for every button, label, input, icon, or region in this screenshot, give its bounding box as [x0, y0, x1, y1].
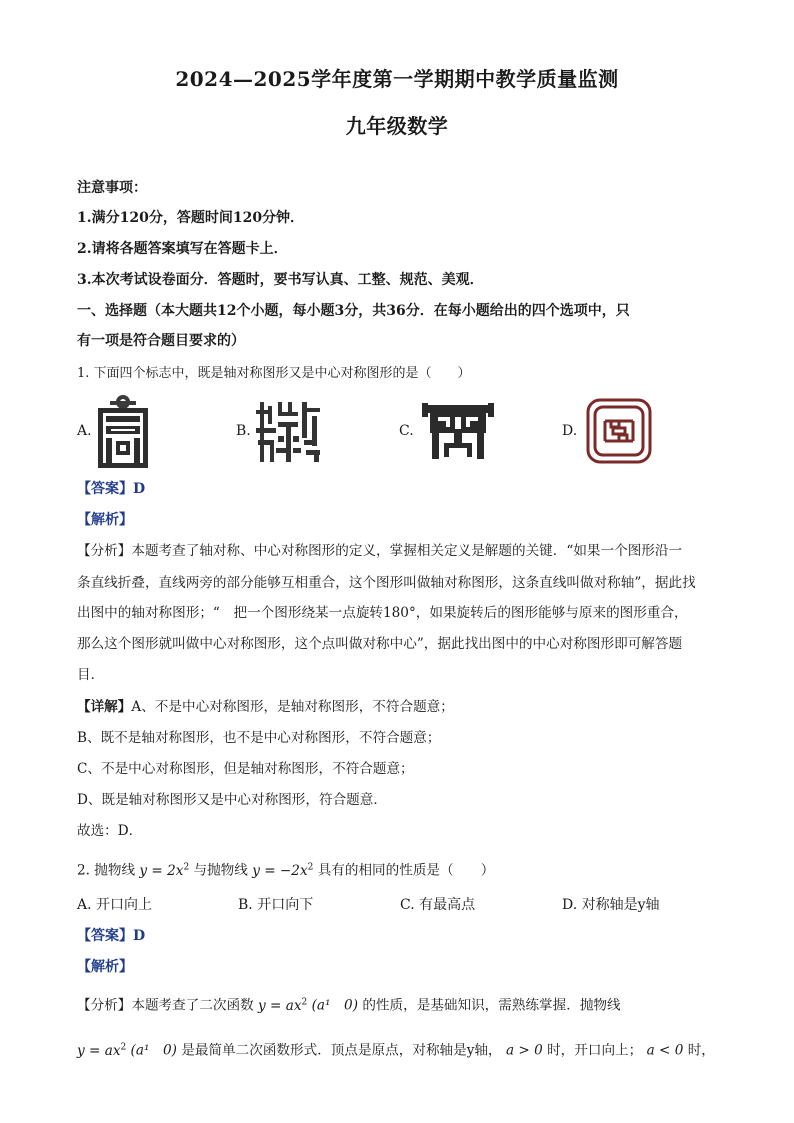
q2-func: [258, 998, 307, 1014]
q1-analysis-label: 【解析】: [77, 512, 133, 528]
q2-option-b: B. 开口向下: [238, 897, 314, 913]
question-2-stem: [77, 857, 717, 881]
q2-expr-1: [139, 863, 189, 879]
q1-detail-line: B、既不是轴对称图形，也不是中心对称图形，不符合题意；: [77, 730, 441, 746]
q2-analysis-text: 时，开口向上；: [547, 1042, 643, 1059]
exam-subtitle: 九年级数学: [345, 114, 449, 138]
notice-item: 2.请将各题答案填写在答题卡上．: [77, 241, 288, 257]
q2-expr-2: [252, 863, 313, 879]
q2-func-exp: 2: [120, 1042, 127, 1052]
q2-analysis-text: 【分析】本题考查了二次函数: [77, 997, 254, 1014]
q1-analysis-line: 目．: [77, 667, 105, 683]
q1-detail-text: A、不是中心对称图形，是轴对称图形，不符合题意；: [131, 699, 454, 715]
q1-analysis-line: 出图中的轴对称图形；“ 把一个图形绕某一点旋转180°，如果旋转后的图形能够与原来的图形重合，: [77, 605, 688, 621]
q1-answer: 【答案】D: [77, 481, 146, 497]
q2-func: [77, 1043, 126, 1059]
q1-analysis-line: 那么这个图形就叫做中心对称图形，这个点叫做对称中心”，据此找出图中的中心对称图形即可解答题: [77, 636, 683, 652]
q2-analysis-text: 是最简单二次函数形式．顶点是原点，对称轴是y轴，: [181, 1042, 502, 1059]
q2-exp-2: 2: [307, 862, 314, 872]
notice-item: 3.本次考试设卷面分．答题时，要书写认真、工整、规范、美观．: [77, 272, 484, 288]
q2-analysis-line: [77, 1037, 717, 1061]
q2-expr-2-text: y = −2x: [252, 862, 308, 879]
q2-expr-1-text: y = 2x: [139, 862, 184, 879]
q2-func-exp: 2: [301, 997, 308, 1007]
q2-analysis-label: 【解析】: [77, 959, 133, 975]
logo-b-icon: [256, 400, 322, 464]
logo-a-icon: [92, 393, 154, 469]
q2-func-text: y = ax: [77, 1042, 121, 1059]
exam-title: 2024—2025学年度第一学期期中教学质量监测: [175, 67, 619, 91]
notice-heading: 注意事项：: [77, 180, 147, 196]
q2-cond: (a¹ 0): [130, 1042, 177, 1059]
notice-item: 1.满分120分，答题时间120分钟．: [77, 210, 305, 226]
q2-answer: 【答案】D: [77, 928, 146, 944]
option-a-label: A.: [77, 423, 92, 439]
q1-detail-label: 【详解】: [77, 699, 132, 715]
section-heading: 一、选择题（本大题共12个小题，每小题3分，共36分．在每小题给出的四个选项中，只: [77, 303, 630, 319]
q2-analysis-text: 时，: [687, 1042, 715, 1059]
q1-analysis-line: 条直线折叠，直线两旁的部分能够互相重合，这个图形叫做轴对称图形，这条直线叫做对称轴”，据此找: [77, 575, 696, 591]
option-b-label: B.: [236, 423, 251, 439]
q2-func-text: y = ax: [258, 997, 302, 1014]
q2-stem-part: 具有的相同的性质是（ ）: [317, 862, 495, 879]
q2-stem-part: 与抛物线: [193, 862, 248, 879]
logo-d-icon: [585, 397, 653, 465]
option-c-label: C.: [399, 423, 414, 439]
q2-exp-1: 2: [183, 862, 190, 872]
q1-detail-line: C、不是中心对称图形，但是轴对称图形，不符合题意；: [77, 761, 414, 777]
question-1-stem: 1. 下面四个标志中，既是轴对称图形又是中心对称图形的是（ ）: [77, 366, 471, 381]
q2-gt: a > 0: [505, 1042, 543, 1059]
q1-conclusion: 故选：D．: [77, 823, 143, 839]
section-heading-cont: 有一项是符合题目要求的）: [77, 333, 245, 349]
q2-analysis-text: 的性质，是基础知识，需熟练掌握．抛物线: [362, 997, 621, 1014]
q2-option-c: C. 有最高点: [400, 897, 476, 913]
q2-option-a: A. 开口向上: [77, 897, 153, 913]
q2-stem-part: 2. 抛物线: [77, 862, 136, 879]
q1-detail-line: D、既是轴对称图形又是中心对称图形，符合题意．: [77, 792, 387, 808]
option-d-label: D.: [562, 423, 578, 439]
q1-detail-line: [77, 697, 717, 717]
q1-analysis-line: 【分析】本题考查了轴对称、中心对称图形的定义，掌握相关定义是解题的关键．“如果一个图形沿一: [77, 543, 683, 559]
q2-cond: (a¹ 0): [311, 997, 358, 1014]
logo-c-icon: [422, 403, 494, 461]
q2-option-d: D. 对称轴是y轴: [562, 897, 660, 913]
q2-lt: a < 0: [646, 1042, 684, 1059]
q2-analysis-line: [77, 992, 717, 1016]
